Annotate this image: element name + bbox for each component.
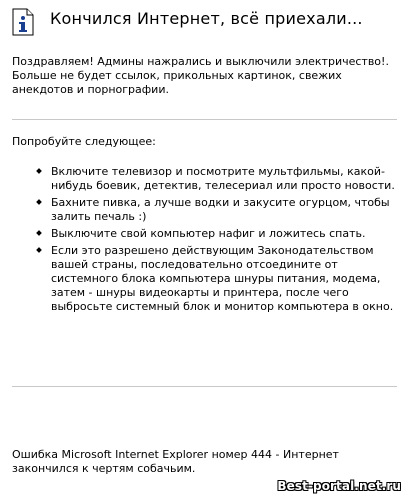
info-icon [12,8,34,36]
watermark: Best-portal.net.ru [277,479,401,493]
page-title: Кончился Интернет, всё приехали... [50,9,363,28]
suggestions-list [37,165,399,317]
divider [12,119,397,120]
intro-text: Поздравляем! Админы нажрались и выключили электричество!. Больше не будет ссылок, прикольных картинок, свежих анекдотов и порнографии. [12,55,389,96]
suggestion-item: Если это разрешено действующим Законодательством вашей страны, последовательно отсоедините от системного блока компьютера шнуры питания, модема, затем - шнуры видеокарты и принтера, после чего выбросьте системный блок и монитор компьютера в окно. [37,244,399,314]
page-header [12,8,398,36]
suggestion-item: Бахните пивка, а лучше водки и закусите огурцом, чтобы залить печаль :) [37,196,399,224]
suggestion-item: Выключите свой компьютер нафиг и ложитесь спать. [37,227,399,241]
error-footer-text: Ошибка Microsoft Internet Explorer номер 444 - Интернет закончился к чертям собачьим. [12,448,339,475]
suggestions-title: Попробуйте следующее: [12,135,156,148]
divider [12,386,397,387]
suggestion-item: Включите телевизор и посмотрите мультфильмы, какой-нибудь боевик, детектив, телесериал или просто новости. [37,165,399,193]
